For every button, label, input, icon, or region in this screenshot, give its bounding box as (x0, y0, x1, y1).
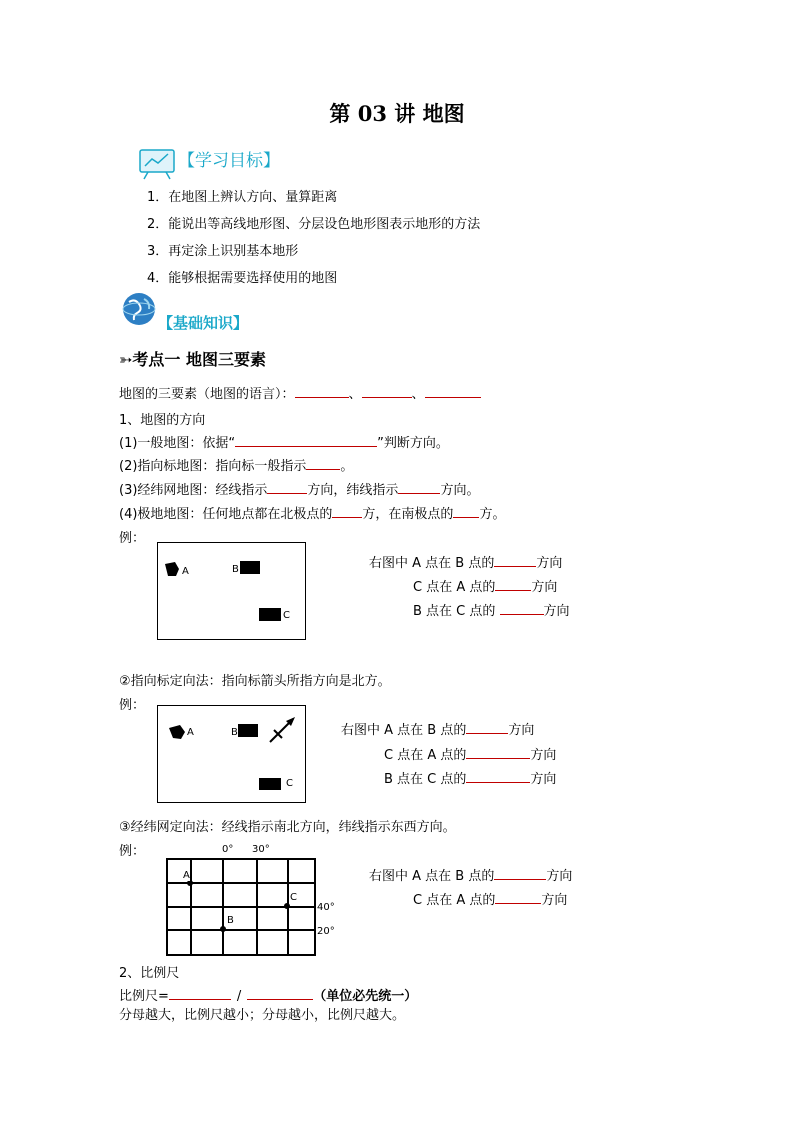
page-title: 第 03 讲 地图 (329, 101, 465, 126)
direction-rule-3: (3)经纬网地图：经线指示 方向，纬线指示 方向。 (119, 483, 480, 498)
point-b-shape (238, 724, 258, 737)
presentation-board-icon (138, 146, 178, 180)
point-a-shape (164, 561, 180, 577)
point-a-label: A (183, 870, 190, 881)
point-c-label: C (290, 892, 297, 903)
blank-field[interactable] (495, 578, 531, 591)
blank-field[interactable] (306, 457, 340, 470)
point-a-shape (168, 724, 186, 740)
parallel-line (166, 906, 316, 908)
blank-field[interactable] (495, 891, 541, 904)
blank-field[interactable] (494, 554, 536, 567)
direction-heading: 1、地图的方向 (119, 413, 206, 428)
goal-item: 2．能说出等高线地形图、分层设色地形图表示地形的方法 (147, 217, 481, 232)
blank-field[interactable] (500, 602, 544, 615)
blank-field[interactable] (453, 505, 479, 518)
north-arrow-icon (266, 714, 298, 746)
lat-label: 20° (317, 926, 335, 937)
parallel-line (166, 954, 316, 956)
blank-field[interactable] (295, 385, 349, 398)
scale-heading: 2、比例尺 (119, 966, 180, 981)
question-line: 右图中 A 点在 B 点的 方向 (369, 869, 573, 884)
point-c-dot (284, 903, 290, 909)
scale-formula: 比例尺= / （单位必先统一） (119, 989, 418, 1004)
point-a-label: A (187, 727, 194, 738)
point-c-shape (259, 608, 281, 621)
method-2-text: ②指向标定向法：指向标箭头所指方向是北方。 (119, 674, 391, 689)
parallel-line (166, 858, 316, 860)
direction-rule-4: (4)极地地图：任何地点都在北极点的 方，在南极点的 方。 (119, 507, 506, 522)
point-b-label: B (232, 564, 239, 575)
direction-rule-2: (2)指向标地图：指向标一般指示 。 (119, 459, 354, 474)
question-line: C 点在 A 点的 方向 (413, 893, 568, 908)
lon-label: 30° (252, 844, 270, 855)
goal-item: 3．再定涂上识别基本地形 (147, 244, 299, 259)
blank-field[interactable] (362, 385, 412, 398)
blank-field[interactable] (466, 770, 530, 783)
direction-rule-1: (1)一般地图：依据“ ”判断方向。 (119, 436, 449, 451)
globe-icon (120, 290, 158, 328)
example-map-1 (157, 542, 306, 640)
elements-line: 地图的三要素（地图的语言）： 、 、 (119, 383, 481, 402)
question-line: C 点在 A 点的 方向 (384, 748, 557, 763)
question-line: B 点在 C 点的 方向 (413, 604, 570, 619)
lat-lon-grid (166, 844, 346, 958)
lon-label: 0° (222, 844, 234, 855)
goal-item: 4．能够根据需要选择使用的地图 (147, 271, 338, 286)
example-label: 例： (119, 531, 146, 546)
blank-field[interactable] (466, 721, 508, 734)
point1-title: 考点一 地图三要素 (132, 350, 266, 369)
blank-field[interactable] (235, 434, 377, 447)
point-c-label: C (283, 610, 290, 621)
point-c-shape (259, 778, 281, 790)
point1-heading (119, 347, 266, 370)
blank-field[interactable] (398, 481, 440, 494)
blank-field[interactable] (466, 746, 530, 759)
point-a-label: A (182, 566, 189, 577)
point-b-shape (240, 561, 260, 574)
arrow-icon: ➳ (119, 350, 133, 369)
blank-field[interactable] (247, 987, 313, 1000)
point-b-label: B (227, 915, 234, 926)
question-line: 右图中 A 点在 B 点的 方向 (369, 556, 563, 571)
blank-field[interactable] (169, 987, 231, 1000)
question-line: 右图中 A 点在 B 点的 方向 (341, 723, 535, 738)
point-b-dot (220, 926, 226, 932)
question-line: B 点在 C 点的 方向 (384, 772, 557, 787)
section-goals-heading: 【学习目标】 (178, 151, 280, 171)
example-label: 例： (119, 844, 146, 859)
example-label: 例： (119, 698, 146, 713)
blank-field[interactable] (494, 867, 546, 880)
section-basics-heading: 【基础知识】 (158, 314, 249, 332)
blank-field[interactable] (332, 505, 362, 518)
question-line: C 点在 A 点的 方向 (413, 580, 558, 595)
method-3-text: ③经纬网定向法：经线指示南北方向，纬线指示东西方向。 (119, 820, 456, 835)
blank-field[interactable] (267, 481, 307, 494)
blank-field[interactable] (425, 385, 481, 398)
scale-rule: 分母越大，比例尺越小；分母越小，比例尺越大。 (119, 1008, 406, 1023)
goal-item: 1．在地图上辨认方向、量算距离 (147, 190, 338, 205)
lat-label: 40° (317, 902, 335, 913)
parallel-line (166, 929, 316, 931)
point-c-label: C (286, 778, 293, 789)
point-b-label: B (231, 727, 238, 738)
example-map-2 (157, 705, 306, 803)
